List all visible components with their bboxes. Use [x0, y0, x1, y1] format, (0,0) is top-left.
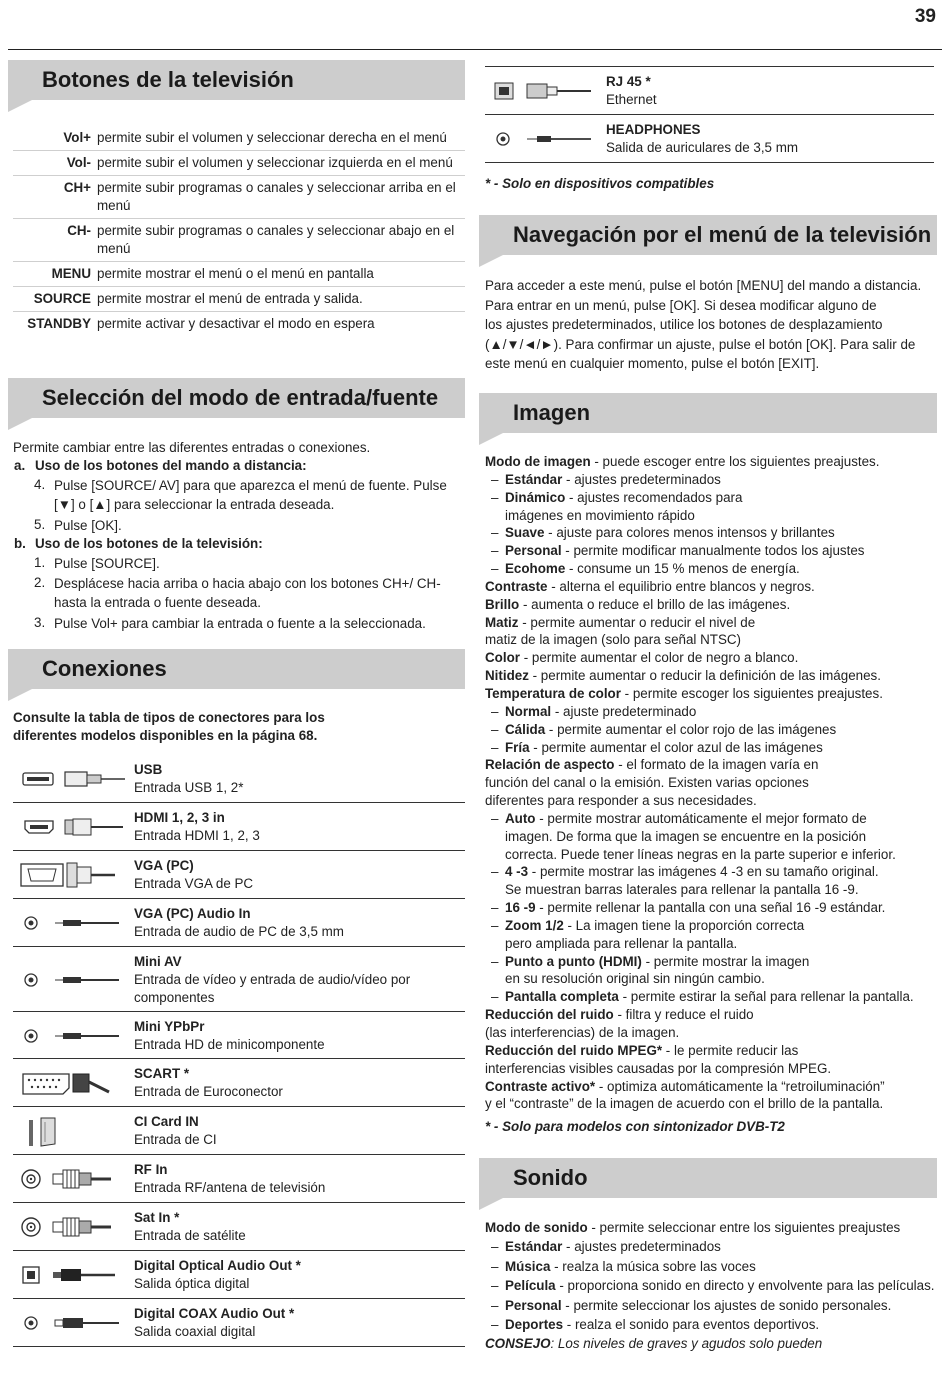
connector-title: Sat In *: [134, 1210, 180, 1225]
connector-row: [485, 67, 934, 115]
button-key: SOURCE: [33, 291, 91, 306]
navigation-line: Para entrar en un menú, pulse [OK]. Si desea modificar alguno de: [485, 297, 877, 313]
navigation-section-title: Navegación por el menú de la televisión: [513, 222, 932, 247]
dash-bullet: –: [491, 989, 499, 1005]
connector-desc: Salida de auriculares de 3,5 mm: [606, 140, 799, 155]
text-line: [485, 953, 937, 971]
term: Fría: [505, 739, 530, 755]
connector-text: [134, 1113, 465, 1149]
term-desc: - permite seleccionar los ajustes de sonido personales.: [561, 1297, 892, 1313]
dash-bullet: –: [491, 489, 499, 505]
term-desc: (las interferencias) de la imagen.: [485, 1025, 680, 1040]
source-a-label: a.: [14, 458, 26, 473]
navigation-body: [485, 276, 937, 374]
audio-jack-icon: [13, 1018, 134, 1054]
button-key: Vol-: [66, 155, 91, 170]
text-line: [485, 810, 937, 828]
button-desc: permite mostrar el menú de entrada y salida.: [97, 291, 363, 306]
step-text: Pulse [SOURCE/ AV] para que aparezca el menú de fuente. Pulse [▼] o [▲] para seleccionar la entrada deseada.: [54, 478, 447, 513]
page-number: 39: [914, 6, 936, 27]
connector-row: [13, 851, 465, 899]
dash-bullet: –: [491, 471, 499, 487]
navigation-line: Para acceder a este menú, pulse el botón [MENU] del mando a distancia.: [485, 278, 922, 293]
connector-text: [134, 1257, 465, 1293]
ci-card-icon: [13, 1113, 134, 1149]
source-a-steps: [13, 476, 465, 535]
step-text: Pulse [OK].: [54, 517, 122, 533]
right-connections-table: [485, 66, 934, 163]
connector-title: RJ 45 *: [606, 74, 651, 89]
term: Nitidez: [485, 668, 529, 684]
term-desc: diferentes para responder a sus necesidades.: [485, 793, 757, 809]
sound-tip-text: : Los niveles de graves y agudos solo pueden: [550, 1336, 823, 1351]
text-line: [485, 1095, 937, 1113]
term: Ecohome: [505, 561, 566, 577]
connections-intro-line2: diferentes modelos disponibles en la página 68.: [13, 728, 318, 743]
connector-row: [485, 115, 934, 163]
dash-bullet: –: [491, 543, 499, 559]
dash-bullet: –: [491, 900, 499, 916]
step-text: Pulse [SOURCE].: [54, 555, 160, 571]
button-desc: permite subir el volumen y seleccionar izquierda en el menú: [97, 155, 453, 170]
term: Personal: [505, 1297, 562, 1313]
connector-title: Mini YPbPr: [134, 1018, 205, 1034]
term: Cálida: [505, 721, 546, 737]
sound-body: [485, 1218, 937, 1334]
image-section-banner: [479, 393, 937, 433]
text-line: [485, 1042, 937, 1060]
term: Contraste activo*: [485, 1078, 596, 1094]
text-line: [485, 792, 937, 810]
term-desc: - permite mostrar la imagen: [641, 953, 810, 969]
term-desc: pero ampliada para rellenar la pantalla.: [505, 935, 738, 951]
source-section-body: [13, 439, 465, 633]
connector-row: [13, 947, 465, 1012]
term-desc: - ajuste predeterminado: [551, 703, 697, 719]
connector-title: HEADPHONES: [606, 122, 701, 137]
text-line: [485, 828, 937, 846]
button-row: [13, 175, 465, 218]
connector-desc: Entrada de vídeo y entrada de audio/vídeo por componentes: [134, 971, 411, 1005]
connector-text: [134, 905, 465, 941]
term: Reducción del ruido: [485, 1007, 614, 1023]
button-desc: permite subir programas o canales y seleccionar arriba en el menú: [97, 180, 456, 213]
usb-icon: [13, 761, 134, 797]
text-line: [485, 596, 937, 614]
term: Zoom 1/2: [505, 917, 564, 933]
dash-bullet: –: [491, 703, 499, 719]
button-row: [13, 150, 465, 175]
button-desc: permite activar y desactivar el modo en espera: [97, 316, 375, 331]
term: Modo de sonido: [485, 1220, 588, 1235]
text-line: [485, 1296, 937, 1315]
connector-text: [134, 857, 465, 893]
term: Película: [505, 1278, 556, 1294]
text-line: [485, 560, 937, 578]
coax-audio-icon: [13, 1305, 134, 1341]
text-line: [485, 524, 937, 542]
sound-section-title: Sonido: [513, 1165, 588, 1190]
term-desc: - permite aumentar o reducir la definición de las imágenes.: [528, 668, 881, 684]
step-item: [13, 476, 465, 515]
text-line: [485, 721, 937, 739]
term: Color: [485, 650, 520, 666]
text-line: [485, 631, 937, 649]
term-desc: - ajustes recomendados para: [565, 489, 743, 505]
step-number: 4.: [34, 477, 46, 492]
connector-title: VGA (PC): [134, 858, 194, 873]
navigation-line: los ajustes predeterminados, utilice los botones de desplazamiento: [485, 317, 883, 332]
term: 16 -9: [505, 900, 536, 916]
term-desc: - consume un 15 % menos de energía.: [565, 561, 800, 577]
term-desc: - aumenta o reduce el brillo de las imágenes.: [519, 596, 791, 612]
source-intro: Permite cambiar entre las diferentes entradas o conexiones.: [13, 440, 371, 455]
connector-row: [13, 1299, 465, 1347]
button-row: [13, 311, 465, 336]
image-section-title: Imagen: [513, 400, 591, 425]
term-desc: imágenes en movimiento rápido: [505, 507, 695, 523]
connections-intro-line1: Consulte la tabla de tipos de conectores para los: [13, 710, 325, 725]
connector-row: [13, 803, 465, 851]
connector-title: Mini AV: [134, 953, 182, 969]
audio-jack-icon: [13, 962, 134, 998]
buttons-table: [13, 126, 465, 336]
text-line: [485, 1315, 937, 1334]
step-text: Desplácese hacia arriba o hacia abajo con los botones CH+/ CH- hasta la entrada o fuente deseada.: [54, 576, 441, 611]
term-desc: - realza la música sobre las voces: [550, 1258, 756, 1274]
term-desc: - optimiza automáticamente la “retroiluminación”: [595, 1078, 885, 1094]
rf-coax-icon: [13, 1209, 134, 1245]
dash-bullet: –: [491, 1258, 499, 1274]
text-line: [485, 1257, 937, 1276]
button-desc: permite subir el volumen y seleccionar derecha en el menú: [97, 130, 447, 145]
button-desc: permite mostrar el menú o el menú en pantalla: [97, 266, 374, 281]
text-line: [485, 614, 937, 632]
connector-desc: Salida coaxial digital: [134, 1324, 256, 1339]
dash-bullet: –: [491, 739, 499, 755]
connector-title: Digital COAX Audio Out *: [134, 1306, 295, 1321]
term-desc: - realza el sonido para eventos deportivos.: [563, 1317, 820, 1333]
button-row: [13, 126, 465, 150]
term: Contraste: [485, 578, 548, 594]
connector-row: [13, 1059, 465, 1107]
text-line: [485, 739, 937, 757]
step-item: [13, 516, 465, 535]
term: Pantalla completa: [505, 989, 619, 1005]
connector-title: USB: [134, 762, 163, 777]
text-line: [485, 1006, 937, 1024]
term-desc: - permite aumentar el color de negro a blanco.: [519, 650, 799, 666]
connector-desc: Entrada RF/antena de televisión: [134, 1180, 326, 1195]
term: Música: [505, 1258, 551, 1274]
step-number: 3.: [34, 614, 46, 630]
step-item: [13, 574, 465, 613]
term: Auto: [505, 810, 536, 826]
connector-desc: Entrada de Euroconector: [134, 1084, 283, 1099]
button-key: MENU: [51, 266, 91, 281]
text-line: [485, 1218, 937, 1237]
term: Deportes: [505, 1317, 564, 1333]
image-note: * - Solo para modelos con sintonizador DVB-T2: [485, 1119, 785, 1134]
term: Estándar: [505, 1239, 563, 1255]
source-b-steps: [13, 554, 465, 633]
button-row: [13, 218, 465, 261]
term-desc: - puede escoger entre los siguientes preajustes.: [590, 454, 880, 469]
sound-tip: [485, 1335, 937, 1353]
connector-row: [13, 755, 465, 803]
term-desc: - permite modificar manualmente todos los ajustes: [561, 543, 865, 559]
step-number: 2.: [34, 575, 46, 591]
sound-section-banner: [479, 1158, 937, 1198]
term-desc: - permite estirar la señal para rellenar la pantalla.: [618, 989, 914, 1005]
text-line: [485, 685, 937, 703]
vga-icon: [13, 857, 134, 893]
dash-bullet: –: [491, 1297, 499, 1313]
term-desc: - La imagen tiene la proporción correcta: [563, 917, 805, 933]
ethernet-icon: [485, 73, 606, 109]
text-line: [485, 899, 937, 917]
connector-row: [13, 1012, 465, 1059]
step-item: [13, 614, 465, 633]
audio-jack-icon: [13, 905, 134, 941]
term-desc: - ajustes predeterminados: [562, 1239, 721, 1255]
step-item: [13, 554, 465, 573]
connector-text: [134, 1065, 465, 1101]
hdmi-icon: [13, 809, 134, 845]
connections-section-banner: [8, 649, 465, 689]
text-line: [485, 542, 937, 560]
dash-bullet: –: [491, 1278, 499, 1294]
dash-bullet: –: [491, 1239, 499, 1255]
term: Suave: [505, 525, 545, 541]
term-desc: matiz de la imagen (solo para señal NTSC): [485, 632, 742, 648]
text-line: [485, 703, 937, 721]
text-line: [485, 881, 937, 899]
text-line: [485, 988, 937, 1006]
term: Personal: [505, 543, 562, 559]
connector-title: RF In: [134, 1162, 168, 1177]
text-line: [485, 1060, 937, 1078]
term-desc: - le permite reducir las: [662, 1042, 799, 1058]
dash-bullet: –: [491, 721, 499, 737]
image-body: [485, 453, 937, 1113]
text-line: [485, 774, 937, 792]
connector-row: [13, 1203, 465, 1251]
button-key: CH+: [63, 180, 91, 195]
button-row: [13, 286, 465, 311]
text-line: [485, 917, 937, 935]
right-connections-note: * - Solo en dispositivos compatibles: [485, 176, 715, 191]
term-desc: - permite aumentar el color rojo de las imágenes: [545, 721, 837, 737]
term-desc: - permite aumentar el color azul de las imágenes: [529, 739, 823, 755]
button-key: STANDBY: [27, 316, 91, 331]
connector-text: [134, 761, 465, 797]
source-b-label: b.: [14, 535, 26, 551]
term-desc: - ajustes predeterminados: [562, 471, 721, 487]
term-desc: - permite aumentar o reducir el nivel de: [518, 614, 756, 630]
connector-row: [13, 1107, 465, 1155]
connector-text: [134, 809, 465, 845]
text-line: [485, 846, 937, 864]
scart-icon: [13, 1065, 134, 1101]
step-text: Pulse Vol+ para cambiar la entrada o fuente a la seleccionada.: [54, 615, 426, 631]
button-key: Vol+: [63, 130, 91, 145]
text-line: [485, 471, 937, 489]
term-desc: y el “contraste” de la imagen de acuerdo con el brillo de la pantalla.: [485, 1096, 884, 1112]
connector-desc: Entrada de audio de PC de 3,5 mm: [134, 924, 344, 939]
headphone-jack-icon: [485, 121, 606, 157]
term: Reducción del ruido MPEG*: [485, 1042, 663, 1058]
connector-text: [134, 1018, 465, 1054]
connector-text: [134, 1161, 465, 1197]
navigation-section-banner: [479, 215, 937, 255]
text-line: [485, 667, 937, 685]
navigation-line: este menú en cualquier momento, pulse el botón [EXIT].: [485, 356, 820, 371]
connector-text: [134, 953, 465, 1007]
dash-bullet: –: [491, 953, 499, 969]
term-desc: correcta. Puede tener líneas negras en la parte superior e inferior.: [505, 846, 896, 862]
button-row: [13, 261, 465, 286]
navigation-line: (▲/▼/◄/►). Para confirmar un ajuste, pulse el botón [OK]. Para salir de: [485, 336, 916, 352]
connections-table: [13, 755, 465, 1347]
term: Matiz: [485, 614, 519, 630]
term-desc: - filtra y reduce el ruido: [613, 1007, 754, 1023]
term-desc: - alterna el equilibrio entre blancos y negros.: [547, 578, 815, 594]
source-section-banner: [8, 378, 465, 418]
term-desc: - proporciona sonido en directo y envolvente para las películas.: [555, 1278, 935, 1294]
text-line: [485, 489, 937, 507]
connector-desc: Entrada HD de minicomponente: [134, 1036, 325, 1052]
connector-text: [606, 121, 934, 157]
connector-text: [134, 1305, 465, 1341]
buttons-section-banner: [8, 60, 465, 100]
connector-row: [13, 1251, 465, 1299]
dash-bullet: –: [491, 917, 499, 933]
text-line: [485, 935, 937, 953]
term-desc: imagen. De forma que la imagen se encuentre en la posición: [505, 828, 867, 844]
text-line: [485, 863, 937, 881]
term-desc: función del canal o la emisión. Existen varias opciones: [485, 775, 809, 791]
term-desc: Se muestran barras laterales para rellenar la pantalla 16 -9.: [505, 882, 859, 898]
dash-bullet: –: [491, 1317, 499, 1333]
source-section-title: Selección del modo de entrada/fuente: [42, 385, 439, 410]
connector-desc: Salida óptica digital: [134, 1276, 250, 1291]
term-desc: - permite rellenar la pantalla con una señal 16 -9 estándar.: [535, 900, 886, 916]
connector-desc: Ethernet: [606, 92, 657, 107]
top-rule: [8, 49, 942, 50]
term: Normal: [505, 703, 552, 719]
connections-intro: [13, 709, 465, 745]
term-desc: - ajuste para colores menos intensos y brillantes: [544, 525, 835, 541]
buttons-section-title: Botones de la televisión: [42, 67, 294, 92]
connections-section-title: Conexiones: [42, 656, 167, 681]
term: 4 -3: [505, 864, 529, 880]
step-number: 1.: [34, 554, 46, 570]
connector-row: [13, 1155, 465, 1203]
term: Relación de aspecto: [485, 757, 615, 773]
text-line: [485, 756, 937, 774]
term-desc: interferencias visibles causadas por la compresión MPEG.: [485, 1060, 832, 1076]
text-line: [485, 507, 937, 525]
dash-bullet: –: [491, 810, 499, 826]
connector-desc: Entrada de satélite: [134, 1228, 246, 1243]
term: Temperatura de color: [485, 685, 621, 701]
text-line: [485, 1024, 937, 1042]
connector-desc: Entrada de CI: [134, 1132, 217, 1147]
text-line: [485, 1078, 937, 1096]
dash-bullet: –: [491, 561, 499, 577]
connector-title: HDMI 1, 2, 3 in: [134, 810, 225, 825]
dash-bullet: –: [491, 864, 499, 880]
connector-row: [13, 899, 465, 947]
term: Brillo: [485, 596, 520, 612]
text-line: [485, 453, 937, 471]
connector-text: [134, 1209, 465, 1245]
step-number: 5.: [34, 516, 46, 532]
connector-title: SCART *: [134, 1066, 190, 1081]
optical-icon: [13, 1257, 134, 1293]
connector-title: CI Card IN: [134, 1114, 199, 1129]
term: Punto a punto (HDMI): [505, 953, 642, 969]
text-line: [485, 970, 937, 988]
term: Estándar: [505, 471, 563, 487]
term-desc: - el formato de la imagen varía en: [614, 757, 819, 773]
connector-text: [606, 73, 934, 109]
rf-coax-icon: [13, 1161, 134, 1197]
connector-title: Digital Optical Audio Out *: [134, 1258, 301, 1273]
term-desc: - permite escoger los siguientes preajustes.: [620, 685, 883, 701]
button-desc: permite subir programas o canales y seleccionar abajo en el menú: [97, 223, 455, 256]
term-desc: - permite mostrar automáticamente el mejor formato de: [535, 810, 867, 826]
term: Modo de imagen: [485, 454, 591, 469]
term: Dinámico: [505, 489, 566, 505]
connector-desc: Entrada VGA de PC: [134, 876, 254, 891]
connector-desc: Entrada USB 1, 2*: [134, 780, 244, 795]
text-line: [485, 578, 937, 596]
text-line: [485, 1237, 937, 1256]
text-line: [485, 649, 937, 667]
dash-bullet: –: [491, 525, 499, 541]
sound-tip-label: CONSEJO: [485, 1336, 551, 1351]
term-desc: - permite seleccionar entre los siguientes preajustes: [587, 1220, 901, 1235]
text-line: [485, 1276, 937, 1295]
source-a-title: Uso de los botones del mando a distancia:: [35, 458, 307, 473]
term-desc: en su resolución original sin ningún cambio.: [505, 971, 765, 987]
connector-title: VGA (PC) Audio In: [134, 906, 251, 921]
connector-desc: Entrada HDMI 1, 2, 3: [134, 828, 260, 843]
button-key: CH-: [67, 223, 91, 238]
term-desc: - permite mostrar las imágenes 4 -3 en su tamaño original.: [528, 864, 879, 880]
source-b-title: Uso de los botones de la televisión:: [35, 535, 263, 551]
